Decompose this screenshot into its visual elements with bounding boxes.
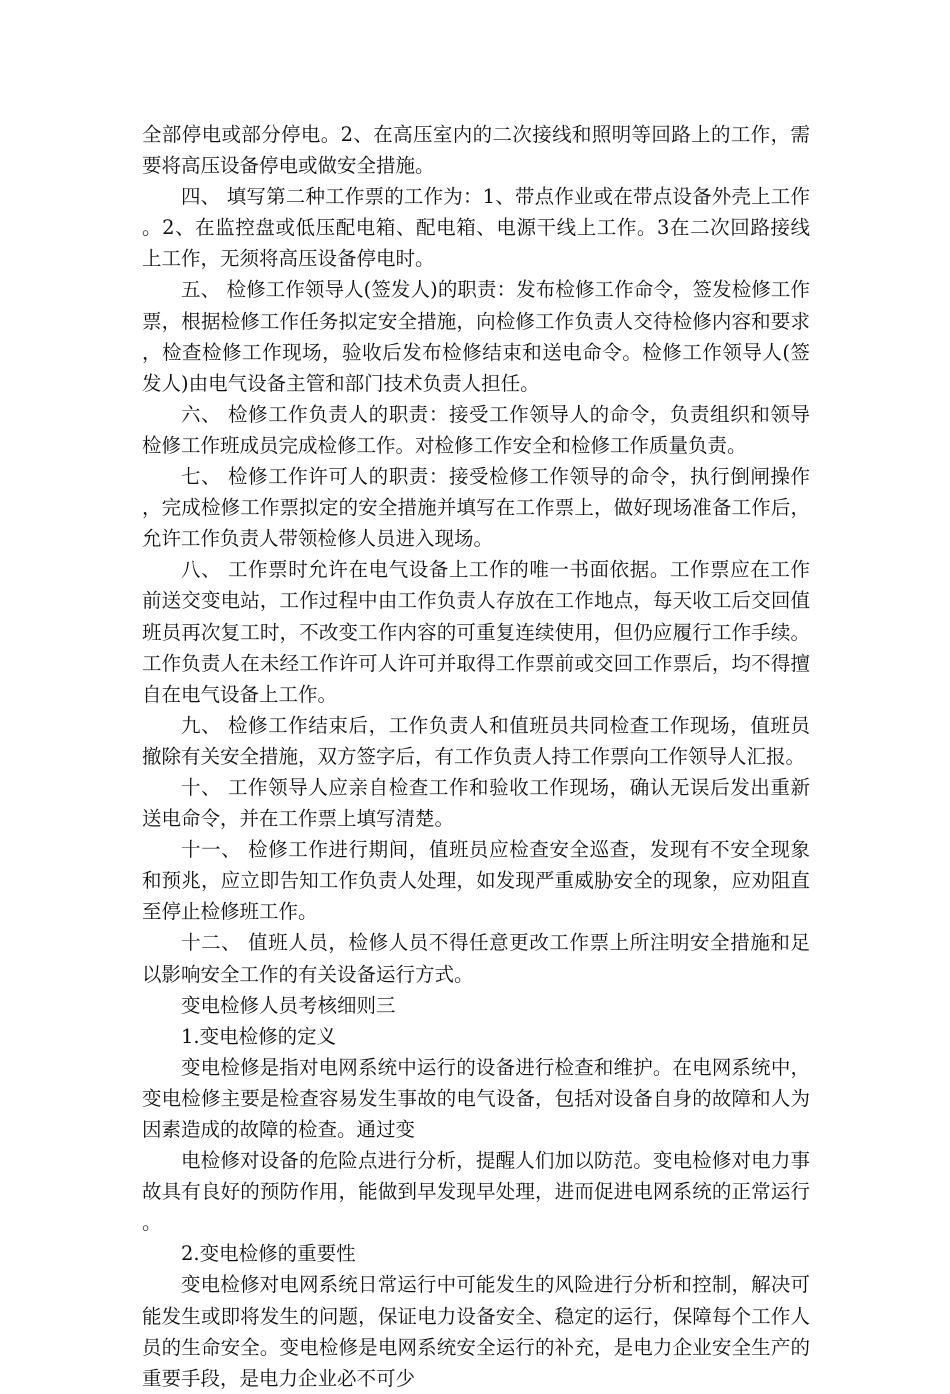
paragraph-item-7: 七、 检修工作许可人的职责：接受检修工作领导的命令，执行倒闸操作，完成检修工作票拟定的安全措施并填写在工作票上，做好现场准备工作后，允许工作负责人带领检修人员进入现场。 (142, 465, 810, 551)
paragraph-item-5: 五、 检修工作领导人(签发人)的职责：发布检修工作命令，签发检修工作票，根据检修工作任务拟定安全措施，向检修工作负责人交待检修内容和要求，检查检修工作现场，验收后发布检修结束和送电命令。检修工作领导人(签发人)由电气设备主管和部门技术负责人担任。 (142, 278, 810, 395)
paragraph-item-12: 十二、 值班人员，检修人员不得任意更改工作票上所注明安全措施和足以影响安全工作的有关设备运行方式。 (142, 931, 810, 986)
paragraph-definition-continued: 电检修对设备的危险点进行分析，提醒人们加以防范。变电检修对电力事故具有良好的预防作用，能做到早发现早处理，进而促进电网系统的正常运行。 (142, 1149, 810, 1235)
paragraph-item-11: 十一、 检修工作进行期间，值班员应检查安全巡查，发现有不安全现象和预兆，应立即告知工作负责人处理，如发现严重威胁安全的现象，应劝阻直至停止检修班工作。 (142, 838, 810, 924)
paragraph-item-9: 九、 检修工作结束后，工作负责人和值班员共同检查工作现场，值班员撤除有关安全措施，双方签字后，有工作负责人持工作票向工作领导人汇报。 (142, 713, 810, 768)
paragraph-definition: 变电检修是指对电网系统中运行的设备进行检查和维护。在电网系统中，变电检修主要是检查容易发生事故的电气设备，包括对设备自身的故障和人为因素造成的故障的检查。通过变 (142, 1055, 810, 1141)
subheading-definition: 1.变电检修的定义 (181, 1024, 337, 1048)
subheading-importance: 2.变电检修的重要性 (181, 1242, 356, 1266)
paragraph-item-6: 六、 检修工作负责人的职责：接受工作领导人的命令，负责组织和领导检修工作班成员完成检修工作。对检修工作安全和检修工作质量负责。 (142, 402, 810, 457)
paragraph-item-4: 四、 填写第二种工作票的工作为：1、带点作业或在带点设备外壳上工作。2、在监控盘或低压配电箱、配电箱、电源干线上工作。3在二次回路接线上工作，无须将高压设备停电时。 (142, 185, 810, 271)
paragraph-item-10: 十、 工作领导人应亲自检查工作和验收工作现场，确认无误后发出重新送电命令，并在工作票上填写清楚。 (142, 775, 810, 831)
paragraph-continuation: 全部停电或部分停电。2、在高压室内的二次接线和照明等回路上的工作，需要将高压设备停电或做安全措施。 (142, 123, 810, 178)
section-heading: 变电检修人员考核细则三 (181, 993, 396, 1017)
paragraph-importance: 变电检修对电网系统日常运行中可能发生的风险进行分析和控制，解决可能发生或即将发生的问题，保证电力设备安全、稳定的运行，保障每个工作人员的生命安全。变电检修是电网系统安全运行的补充，是电力企业安全生产的重要手段，是电力企业必不可少 (142, 1273, 810, 1390)
paragraph-item-8: 八、 工作票时允许在电气设备上工作的唯一书面依据。工作票应在工作前送交变电站，工作过程中由工作负责人存放在工作地点，每天收工后交回值班员再次复工时，不改变工作内容的可重复连续使用，但仍应履行工作手续。工作负责人在未经工作许可人许可并取得工作票前或交回工作票后，均不得擅自在电气设备上工作。 (142, 558, 810, 706)
document-body (142, 119, 810, 1394)
